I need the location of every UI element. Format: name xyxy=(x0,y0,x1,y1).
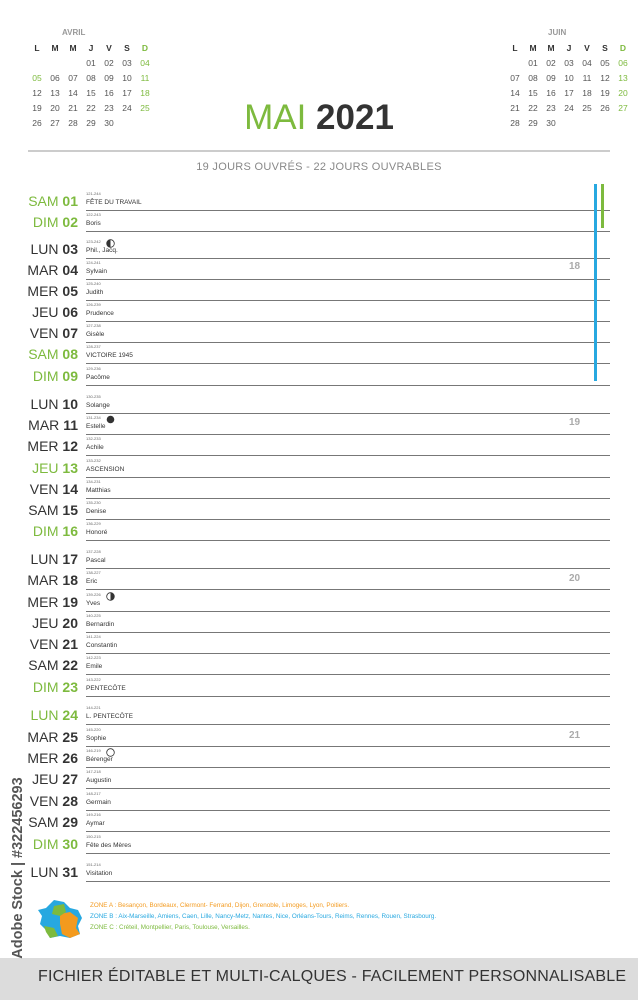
zone-a-text: ZONE A : Besançon, Bordeaux, Clermont- Ferrand, Dijon, Grenoble, Limoges, Lyon, Poitiers. xyxy=(90,902,350,909)
day-row xyxy=(0,814,638,836)
stock-id-text: Adobe Stock | #322456293 xyxy=(10,777,26,959)
mini-calendar-day xyxy=(64,55,82,70)
saint-name: Boris xyxy=(86,220,101,227)
mini-calendar-day: 22 xyxy=(86,102,96,113)
moon-phase-icon xyxy=(106,592,115,601)
mini-calendar-day: 01 xyxy=(86,57,96,68)
day-label xyxy=(20,707,78,723)
moon-phase-icon xyxy=(106,415,115,424)
day-number: 01 xyxy=(62,193,78,209)
day-row xyxy=(0,771,638,793)
day-name: DIM xyxy=(32,836,59,852)
moon-phase-icon xyxy=(106,239,115,248)
writing-line[interactable] xyxy=(86,300,610,301)
mini-calendar-month: AVRIL xyxy=(62,28,86,37)
title-month: MAI xyxy=(244,98,307,137)
day-number: 31 xyxy=(62,864,78,880)
day-label xyxy=(20,368,78,384)
day-row xyxy=(0,214,638,236)
day-label xyxy=(20,502,78,518)
day-label xyxy=(20,417,78,433)
day-label xyxy=(20,679,78,695)
day-of-year: 143-222 xyxy=(86,677,101,682)
mini-calendar-day: 21 xyxy=(68,102,78,113)
mini-calendar-day: 19 xyxy=(600,87,610,98)
saint-name: Aymar xyxy=(86,820,105,827)
day-name: SAM xyxy=(28,502,59,518)
writing-line[interactable] xyxy=(86,696,610,697)
day-row xyxy=(0,572,638,594)
mini-calendar-day: 06 xyxy=(50,72,60,83)
writing-line[interactable] xyxy=(86,385,610,386)
mini-calendar-day: 11 xyxy=(582,72,592,83)
writing-line[interactable] xyxy=(86,258,610,259)
day-name: MER xyxy=(27,750,59,766)
day-label xyxy=(20,438,78,454)
day-name: DIM xyxy=(32,523,59,539)
day-number: 15 xyxy=(62,502,78,518)
mini-calendar-day: 15 xyxy=(528,87,538,98)
writing-line[interactable] xyxy=(86,231,610,232)
day-number: 30 xyxy=(62,836,78,852)
day-name: MAR xyxy=(28,417,60,433)
day-name: SAM xyxy=(28,814,59,830)
weekday-header: V xyxy=(106,42,112,53)
saint-name: Eric xyxy=(86,578,98,585)
day-label xyxy=(20,615,78,631)
zone-b-text: ZONE B : Aix-Marseille, Amiens, Caen, Lille, Nancy-Metz, Nantes, Nice, Orléans-Tours, Reims, Rennes, Rouen, Strasbourg. xyxy=(90,913,437,920)
day-of-year: 151-214 xyxy=(86,862,101,867)
writing-line[interactable] xyxy=(86,589,610,590)
saint-name: Visitation xyxy=(86,870,113,877)
day-label xyxy=(20,304,78,320)
zone-c-holiday-bar xyxy=(601,184,604,228)
day-number: 27 xyxy=(62,771,78,787)
day-name: JEU xyxy=(32,615,59,631)
day-label xyxy=(20,657,78,673)
mini-calendar-day: 24 xyxy=(122,102,132,113)
school-zones-legend xyxy=(90,900,436,933)
day-of-year: 129-236 xyxy=(86,366,101,371)
mini-calendar-day: 18 xyxy=(140,87,150,98)
saint-name: Yves xyxy=(86,600,101,607)
day-of-year: 127-238 xyxy=(86,323,101,328)
working-days-subtitle: 19 JOURS OUVRÉS - 22 JOURS OUVRABLES xyxy=(196,161,442,173)
weekday-header: M xyxy=(69,42,77,53)
day-number: 08 xyxy=(62,346,78,362)
day-number: 17 xyxy=(62,551,78,567)
day-name: DIM xyxy=(32,214,59,230)
weekday-header: M xyxy=(529,42,537,53)
day-of-year: 145-220 xyxy=(86,727,101,732)
day-of-year: 133-232 xyxy=(86,458,101,463)
saint-name: Matthias xyxy=(86,487,111,494)
saint-name: Judith xyxy=(86,289,104,296)
weekday-header: D xyxy=(619,42,627,53)
day-number: 04 xyxy=(62,262,78,278)
day-of-year: 121-244 xyxy=(86,191,101,196)
writing-line[interactable] xyxy=(86,321,610,322)
day-name: JEU xyxy=(32,460,59,476)
mini-calendar-day: 27 xyxy=(618,102,628,113)
day-label xyxy=(20,572,78,588)
day-label xyxy=(20,551,78,567)
day-label xyxy=(20,325,78,341)
saint-name: Gisèle xyxy=(86,331,105,338)
day-label xyxy=(20,214,78,230)
day-of-year: 142-223 xyxy=(86,655,101,660)
saint-name: Emile xyxy=(86,663,103,670)
mini-calendar-day: 26 xyxy=(600,102,610,113)
day-label xyxy=(20,481,78,497)
writing-line[interactable] xyxy=(86,831,610,832)
day-number: 14 xyxy=(62,481,78,497)
day-of-year: 123-242 xyxy=(86,239,101,244)
day-name: VEN xyxy=(29,636,59,652)
mini-calendar-day: 02 xyxy=(104,57,114,68)
page-title xyxy=(0,98,638,138)
day-row xyxy=(0,368,638,390)
mini-calendar-day: 10 xyxy=(122,72,132,83)
day-of-year: 126-239 xyxy=(86,302,101,307)
footer-text: FICHIER ÉDITABLE ET MULTI-CALQUES - FACILEMENT PERSONNALISABLE xyxy=(38,968,627,985)
saint-name: FÊTE DU TRAVAIL xyxy=(86,199,142,206)
title-year: 2021 xyxy=(316,98,394,137)
day-of-year: 141-224 xyxy=(86,634,101,639)
mini-calendar-month: JUIN xyxy=(548,28,567,37)
mini-calendar-day: 09 xyxy=(546,72,556,83)
day-number: 03 xyxy=(62,241,78,257)
day-row xyxy=(0,836,638,858)
mini-calendar-day: 28 xyxy=(68,117,78,128)
day-number: 28 xyxy=(62,793,78,809)
mini-calendar-day: 12 xyxy=(32,87,42,98)
mini-calendar-day: 16 xyxy=(546,87,556,98)
day-of-year: 131-234 xyxy=(86,415,101,420)
day-name: MER xyxy=(27,438,59,454)
week-number: 21 xyxy=(569,730,581,741)
mini-calendar-day: 17 xyxy=(122,87,132,98)
writing-line[interactable] xyxy=(86,519,610,520)
saint-name: Honoré xyxy=(86,529,108,536)
moon-phase-icon xyxy=(106,748,115,757)
day-name: JEU xyxy=(32,304,59,320)
day-of-year: 147-218 xyxy=(86,769,101,774)
divider xyxy=(28,150,610,152)
day-label xyxy=(20,193,78,209)
day-of-year: 130-235 xyxy=(86,394,101,399)
weekday-header: J xyxy=(566,42,572,53)
weekday-header: S xyxy=(602,42,608,53)
day-number: 12 xyxy=(62,438,78,454)
day-row xyxy=(0,707,638,729)
writing-line[interactable] xyxy=(86,498,610,499)
day-number: 02 xyxy=(62,214,78,230)
mini-calendar-day: 20 xyxy=(618,87,628,98)
day-of-year: 135-230 xyxy=(86,500,101,505)
writing-line[interactable] xyxy=(86,881,610,882)
day-label xyxy=(20,241,78,257)
saint-name: Estelle xyxy=(86,423,106,430)
mini-calendar-day xyxy=(46,55,64,70)
day-number: 18 xyxy=(62,572,78,588)
day-of-year: 144-221 xyxy=(86,705,101,710)
mini-calendar-day xyxy=(28,55,46,70)
day-name: MAR xyxy=(27,262,59,278)
mini-calendar-day: 08 xyxy=(86,72,96,83)
day-of-year: 148-217 xyxy=(86,791,101,796)
writing-line[interactable] xyxy=(86,210,610,211)
mini-calendar-day: 12 xyxy=(600,72,610,83)
mini-calendar-day: 26 xyxy=(32,117,42,128)
saint-name: Pacôme xyxy=(86,374,110,381)
mini-calendar-day: 16 xyxy=(104,87,114,98)
writing-line[interactable] xyxy=(86,788,610,789)
day-number: 19 xyxy=(62,594,78,610)
weekday-header: J xyxy=(88,42,94,53)
day-name: VEN xyxy=(29,793,59,809)
day-number: 11 xyxy=(63,417,78,433)
footer-banner xyxy=(0,958,638,1000)
saint-name: Pascal xyxy=(86,557,106,564)
writing-line[interactable] xyxy=(86,434,610,435)
mini-calendar-day: 11 xyxy=(140,72,150,83)
day-row xyxy=(0,657,638,679)
day-label xyxy=(20,283,78,299)
zone-c-text: ZONE C : Créteil, Montpellier, Paris, Toulouse, Versailles. xyxy=(90,924,250,931)
day-name: VEN xyxy=(29,481,59,497)
writing-line[interactable] xyxy=(86,568,610,569)
day-number: 25 xyxy=(62,729,78,745)
weekday-header: M xyxy=(51,42,59,53)
day-of-year: 124-241 xyxy=(86,260,101,265)
saint-name: VICTOIRE 1945 xyxy=(86,352,133,359)
saint-name: L. PENTECÔTE xyxy=(86,713,133,720)
mini-calendar-day: 23 xyxy=(104,102,114,113)
writing-line[interactable] xyxy=(86,746,610,747)
writing-line[interactable] xyxy=(86,342,610,343)
mini-calendar-day: 18 xyxy=(582,87,592,98)
day-name: DIM xyxy=(32,679,59,695)
mini-calendar-day: 25 xyxy=(140,102,150,113)
day-name: LUN xyxy=(30,551,59,567)
day-name: MER xyxy=(27,594,59,610)
mini-calendar-day: 13 xyxy=(618,72,628,83)
day-name: LUN xyxy=(30,241,59,257)
weekday-header: S xyxy=(124,42,130,53)
day-number: 06 xyxy=(62,304,78,320)
mini-calendar-day: 14 xyxy=(68,87,78,98)
mini-calendar-day: 13 xyxy=(50,87,60,98)
saint-name: PENTECÔTE xyxy=(86,685,126,692)
day-name: LUN xyxy=(30,864,59,880)
stock-watermark xyxy=(0,754,36,1000)
day-of-year: 128-237 xyxy=(86,344,101,349)
day-name: MAR xyxy=(27,729,59,745)
week-number: 19 xyxy=(569,417,581,428)
mini-calendar-day: 03 xyxy=(564,57,574,68)
day-of-year: 138-227 xyxy=(86,570,101,575)
mini-calendar-day: 14 xyxy=(510,87,520,98)
mini-calendar-day: 06 xyxy=(618,57,628,68)
writing-line[interactable] xyxy=(86,853,610,854)
mini-calendar-day: 27 xyxy=(50,117,60,128)
mini-calendar-day: 28 xyxy=(510,117,520,128)
france-zones-map-icon xyxy=(34,898,86,940)
mini-calendar-day: 20 xyxy=(50,102,60,113)
mini-calendar-day: 29 xyxy=(86,117,96,128)
day-row xyxy=(0,438,638,460)
saint-name: Denise xyxy=(86,508,107,515)
day-number: 22 xyxy=(62,657,78,673)
day-of-year: 122-243 xyxy=(86,212,101,217)
day-label xyxy=(20,262,78,278)
day-of-year: 140-225 xyxy=(86,613,101,618)
day-of-year: 136-229 xyxy=(86,521,101,526)
writing-line[interactable] xyxy=(86,674,610,675)
day-name: MER xyxy=(27,283,59,299)
day-number: 16 xyxy=(62,523,78,539)
weekday-header: L xyxy=(512,42,518,53)
saint-name: Sylvain xyxy=(86,268,107,275)
mini-calendar-day: 04 xyxy=(582,57,592,68)
saint-name: Sophie xyxy=(86,735,107,742)
day-of-year: 134-231 xyxy=(86,479,101,484)
day-number: 26 xyxy=(62,750,78,766)
writing-line[interactable] xyxy=(86,413,610,414)
saint-name: Phil., Jacq. xyxy=(86,247,118,254)
saint-name: Achile xyxy=(86,444,104,451)
day-number: 21 xyxy=(62,636,78,652)
weekday-header: M xyxy=(547,42,555,53)
saint-name: Solange xyxy=(86,402,110,409)
day-number: 05 xyxy=(62,283,78,299)
saint-name: Bernardin xyxy=(86,621,115,628)
mini-calendar-day: 09 xyxy=(104,72,114,83)
weekday-header: L xyxy=(34,42,40,53)
day-label xyxy=(20,460,78,476)
mini-calendar-day: 24 xyxy=(564,102,574,113)
day-label xyxy=(20,523,78,539)
saint-name: Augustin xyxy=(86,777,112,784)
mini-calendar-day: 05 xyxy=(32,72,42,83)
day-name: SAM xyxy=(28,346,59,362)
day-name: VEN xyxy=(29,325,59,341)
mini-calendar-day: 02 xyxy=(546,57,556,68)
writing-line[interactable] xyxy=(86,653,610,654)
day-of-year: 125-240 xyxy=(86,281,101,286)
mini-calendar-day: 07 xyxy=(68,72,78,83)
mini-calendar-day: 23 xyxy=(546,102,556,113)
day-number: 24 xyxy=(62,707,78,723)
mini-calendar-day: 25 xyxy=(582,102,592,113)
day-number: 09 xyxy=(62,368,78,384)
writing-line[interactable] xyxy=(86,455,610,456)
day-number: 20 xyxy=(62,615,78,631)
mini-calendar-day: 07 xyxy=(510,72,520,83)
mini-calendar-day: 22 xyxy=(528,102,538,113)
mini-calendar-day: 19 xyxy=(32,102,42,113)
day-number: 10 xyxy=(62,396,78,412)
week-number: 18 xyxy=(569,261,581,272)
day-label xyxy=(20,594,78,610)
mini-calendar-day: 03 xyxy=(122,57,132,68)
day-name: LUN xyxy=(30,707,59,723)
writing-line[interactable] xyxy=(86,767,610,768)
week-number: 20 xyxy=(569,573,581,584)
day-row xyxy=(0,346,638,368)
writing-line[interactable] xyxy=(86,724,610,725)
day-label xyxy=(20,396,78,412)
day-of-year: 146-219 xyxy=(86,748,101,753)
day-row xyxy=(0,679,638,701)
day-of-year: 132-233 xyxy=(86,436,101,441)
writing-line[interactable] xyxy=(86,810,610,811)
writing-line[interactable] xyxy=(86,540,610,541)
day-label xyxy=(20,729,78,745)
day-name: DIM xyxy=(32,368,59,384)
writing-line[interactable] xyxy=(86,279,610,280)
mini-calendar-day: 30 xyxy=(546,117,556,128)
mini-calendar-day: 15 xyxy=(86,87,96,98)
mini-calendar-day xyxy=(506,55,524,70)
day-name: LUN xyxy=(30,396,59,412)
writing-line[interactable] xyxy=(86,477,610,478)
mini-calendar-day: 17 xyxy=(564,87,574,98)
weekday-header: D xyxy=(141,42,149,53)
day-label xyxy=(20,346,78,362)
weekday-header: V xyxy=(584,42,590,53)
day-of-year: 137-228 xyxy=(86,549,101,554)
day-of-year: 149-216 xyxy=(86,812,101,817)
day-row xyxy=(0,523,638,545)
day-number: 29 xyxy=(62,814,78,830)
day-number: 07 xyxy=(62,325,78,341)
mini-calendar-day: 10 xyxy=(564,72,574,83)
saint-name: Bérenger xyxy=(86,756,113,763)
mini-calendar-day: 01 xyxy=(528,57,538,68)
day-name: SAM xyxy=(28,657,59,673)
saint-name: Constantin xyxy=(86,642,118,649)
day-row xyxy=(0,864,638,886)
writing-line[interactable] xyxy=(86,632,610,633)
mini-calendar-day: 30 xyxy=(104,117,114,128)
day-of-year: 139-226 xyxy=(86,592,101,597)
writing-line[interactable] xyxy=(86,363,610,364)
day-name: SAM xyxy=(28,193,59,209)
saint-name: ASCENSION xyxy=(86,466,125,473)
mini-calendar-day: 05 xyxy=(600,57,610,68)
writing-line[interactable] xyxy=(86,611,610,612)
mini-calendar-day: 21 xyxy=(510,102,520,113)
day-name: MAR xyxy=(27,572,59,588)
day-number: 13 xyxy=(62,460,78,476)
saint-name: Fête des Mères xyxy=(86,842,132,849)
day-of-year: 150-215 xyxy=(86,834,101,839)
mini-calendar-day: 29 xyxy=(528,117,538,128)
mini-calendar-day: 04 xyxy=(140,57,150,68)
saint-name: Germain xyxy=(86,799,111,806)
day-name: JEU xyxy=(32,771,59,787)
zone-b-holiday-bar xyxy=(594,184,597,381)
saint-name: Prudence xyxy=(86,310,114,317)
day-label xyxy=(20,636,78,652)
mini-calendar-day: 08 xyxy=(528,72,538,83)
day-number: 23 xyxy=(62,679,78,695)
